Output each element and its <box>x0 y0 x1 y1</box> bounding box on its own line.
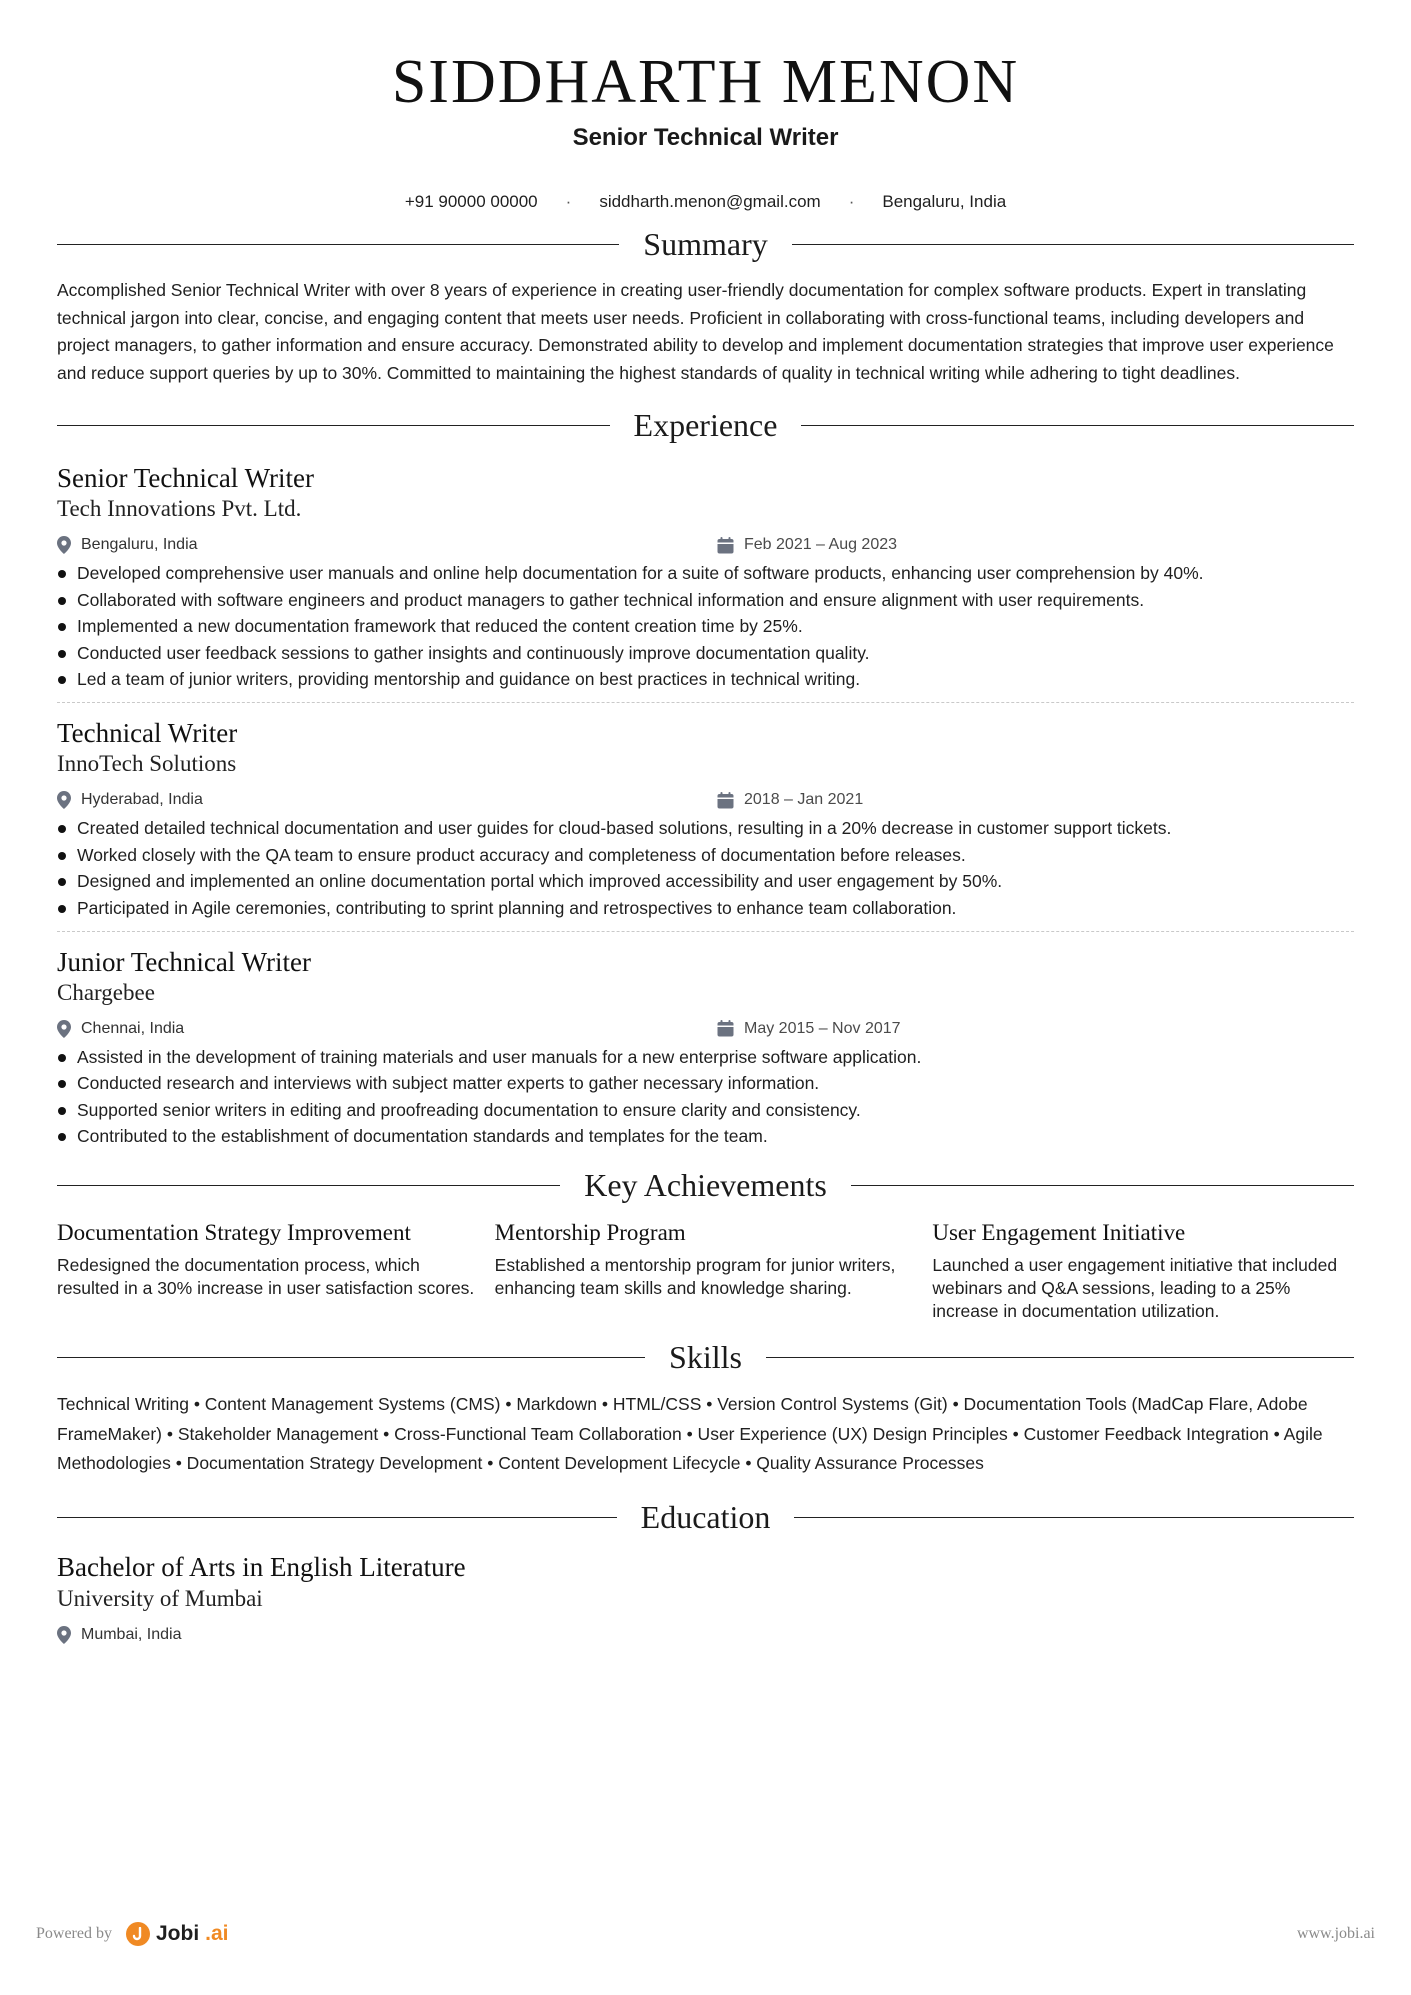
achievement-item <box>495 1218 917 1323</box>
powered-by[interactable] <box>36 1922 229 1946</box>
contact-separator: · <box>565 192 572 211</box>
section-title: Education <box>640 1498 771 1535</box>
job-location <box>57 791 717 809</box>
job-company: Tech Innovations Pvt. Ltd. <box>57 496 302 521</box>
map-pin-icon <box>57 1626 71 1644</box>
skills-text: Technical Writing • Content Management Systems (CMS) • Markdown • HTML/CSS • Version Control Systems (Git) • Documentation Tools (MadCap Flare, Adobe FrameMaker) • Stakeholder Management • Cross-Functional Team Collaboration • User Experience (UX) Design Principles • Customer Feedback Integration • Agile Methodologies • Documentation Strategy Development • Content Development Lifecycle • Quality Assurance Processes <box>57 1394 1323 1473</box>
website-link[interactable]: www.jobi.ai <box>1296 1925 1375 1942</box>
job-bullet: Designed and implemented an online documentation portal which improved accessibility and user engagement by 50%. <box>57 870 1354 892</box>
experience-divider <box>57 931 1354 932</box>
phone-number[interactable]: +91 90000 00000 <box>404 192 538 211</box>
heading-rule-right <box>794 1517 1354 1518</box>
brand-suffix: .ai <box>205 1922 229 1945</box>
job-location-text: Hyderabad, India <box>81 791 203 808</box>
candidate-title: Senior Technical Writer <box>572 124 839 151</box>
heading-rule-left <box>57 1185 560 1186</box>
achievements-grid <box>57 1218 1354 1323</box>
heading-rule-left <box>57 1357 645 1358</box>
job-dates-text: May 2015 – Nov 2017 <box>744 1019 901 1037</box>
summary-section-heading <box>57 226 1354 263</box>
map-pin-icon <box>57 536 71 554</box>
heading-rule-right <box>792 244 1354 245</box>
education-location-text: Mumbai, India <box>81 1625 182 1643</box>
education-meta <box>57 1626 1354 1644</box>
calendar-icon <box>717 537 734 554</box>
brand-name: Jobi <box>155 1922 200 1945</box>
heading-rule-left <box>57 244 619 245</box>
skills-section-heading <box>57 1339 1354 1376</box>
job-bullet: Collaborated with software engineers and product managers to gather technical information and ensure alignment with user requirements. <box>57 589 1354 611</box>
achievement-description: Launched a user engagement initiative that included webinars and Q&A sessions, leading to a 25% increase in documentation utilization. <box>932 1255 1338 1321</box>
map-pin-icon <box>57 791 71 809</box>
achievement-title: User Engagement Initiative <box>932 1220 1186 1245</box>
job-bullet: Conducted research and interviews with subject matter experts to gather necessary information. <box>57 1072 1354 1094</box>
section-title: Experience <box>633 407 778 443</box>
education-location <box>57 1626 717 1644</box>
job-location <box>57 1020 717 1038</box>
job-bullets <box>57 1046 1354 1148</box>
contact-location: Bengaluru, India <box>882 192 1007 211</box>
jobi-logo-icon <box>126 1922 150 1946</box>
education-section-heading <box>57 1499 1354 1536</box>
job-meta <box>57 791 1354 809</box>
achievement-description: Established a mentorship program for junior writers, enhancing team skills and knowledge sharing. <box>494 1255 896 1298</box>
section-title: Key Achievements <box>584 1167 827 1203</box>
experience-section-heading <box>57 407 1354 444</box>
job-role: Junior Technical Writer <box>57 946 311 977</box>
experience-entry <box>57 713 1354 919</box>
achievement-title: Documentation Strategy Improvement <box>57 1220 411 1245</box>
job-bullet: Assisted in the development of training materials and user manuals for a new enterprise software application. <box>57 1046 1354 1068</box>
map-pin-icon <box>57 1020 71 1038</box>
candidate-name: SIDDHARTH MENON <box>391 48 1020 116</box>
job-bullet: Worked closely with the QA team to ensure product accuracy and completeness of documentation before releases. <box>57 844 1354 866</box>
powered-by-text: Powered by <box>36 1925 112 1942</box>
calendar-icon <box>717 792 734 809</box>
job-bullet: Developed comprehensive user manuals and online help documentation for a suite of software products, enhancing user comprehension by 40%. <box>57 562 1354 584</box>
job-dates <box>717 1020 901 1038</box>
job-dates-text: 2018 – Jan 2021 <box>744 791 864 808</box>
calendar-icon <box>717 1020 734 1037</box>
job-company: InnoTech Solutions <box>57 751 237 776</box>
contact-separator: · <box>848 192 855 211</box>
job-bullet: Led a team of junior writers, providing mentorship and guidance on best practices in technical writing. <box>57 668 1354 690</box>
job-dates <box>717 536 897 554</box>
heading-rule-left <box>57 425 610 426</box>
job-location <box>57 536 717 554</box>
job-bullet: Created detailed technical documentation and user guides for cloud-based solutions, resulting in a 20% decrease in customer support tickets. <box>57 817 1354 839</box>
job-bullets <box>57 562 1354 690</box>
job-role: Senior Technical Writer <box>57 463 314 493</box>
brand-logo[interactable] <box>126 1922 229 1946</box>
job-location-text: Chennai, India <box>81 1019 185 1037</box>
contact-row <box>57 192 1354 212</box>
job-bullet: Contributed to the establishment of documentation standards and templates for the team. <box>57 1125 1354 1147</box>
summary-text: Accomplished Senior Technical Writer with over 8 years of experience in creating user-friendly documentation for complex software products. Expert in translating technical jargon into clear, concise, and engaging content that meets user needs. Proficient in collaborating with cross-functional teams, including developers and project managers, to gather information and ensure accuracy. Demonstrated ability to develop and implement documentation strategies that improve user experience and reduce support queries by up to 30%. Committed to maintaining the highest standards of quality in technical writing while adhering to tight deadlines. <box>57 280 1334 383</box>
experience-entry <box>57 942 1354 1148</box>
job-meta <box>57 1020 1354 1038</box>
job-company: Chargebee <box>57 979 155 1005</box>
email-address[interactable]: siddharth.menon@gmail.com <box>599 192 821 211</box>
job-bullet: Participated in Agile ceremonies, contributing to sprint planning and retrospectives to enhance team collaboration. <box>57 897 1354 919</box>
experience-entry <box>57 458 1354 690</box>
achievement-item <box>932 1218 1354 1323</box>
experience-list <box>57 458 1354 1147</box>
section-title: Summary <box>643 226 768 262</box>
job-location-text: Bengaluru, India <box>81 536 198 553</box>
education-entry <box>57 1550 1354 1644</box>
job-bullet: Supported senior writers in editing and proofreading documentation to ensure clarity and consistency. <box>57 1099 1354 1121</box>
job-bullet: Conducted user feedback sessions to gather insights and continuously improve documentation quality. <box>57 642 1354 664</box>
job-dates <box>717 791 863 809</box>
experience-divider <box>57 702 1354 703</box>
page-footer <box>36 1922 1375 1946</box>
achievement-item <box>57 1218 479 1323</box>
job-meta <box>57 536 1354 554</box>
job-dates-text: Feb 2021 – Aug 2023 <box>744 536 898 553</box>
job-role: Technical Writer <box>57 718 238 748</box>
achievement-title: Mentorship Program <box>494 1220 686 1245</box>
heading-rule-right <box>801 425 1354 426</box>
resume-page <box>57 0 1354 1644</box>
achievements-section-heading <box>57 1167 1354 1204</box>
education-degree: Bachelor of Arts in English Literature <box>57 1551 466 1582</box>
education-school: University of Mumbai <box>57 1585 263 1611</box>
job-bullets <box>57 817 1354 919</box>
heading-rule-right <box>766 1357 1354 1358</box>
heading-rule-right <box>851 1185 1354 1186</box>
achievement-description: Redesigned the documentation process, which resulted in a 30% increase in user satisfaction scores. <box>57 1255 475 1298</box>
heading-rule-left <box>57 1517 617 1518</box>
job-bullet: Implemented a new documentation framework that reduced the content creation time by 25%. <box>57 615 1354 637</box>
section-title: Skills <box>669 1339 742 1375</box>
